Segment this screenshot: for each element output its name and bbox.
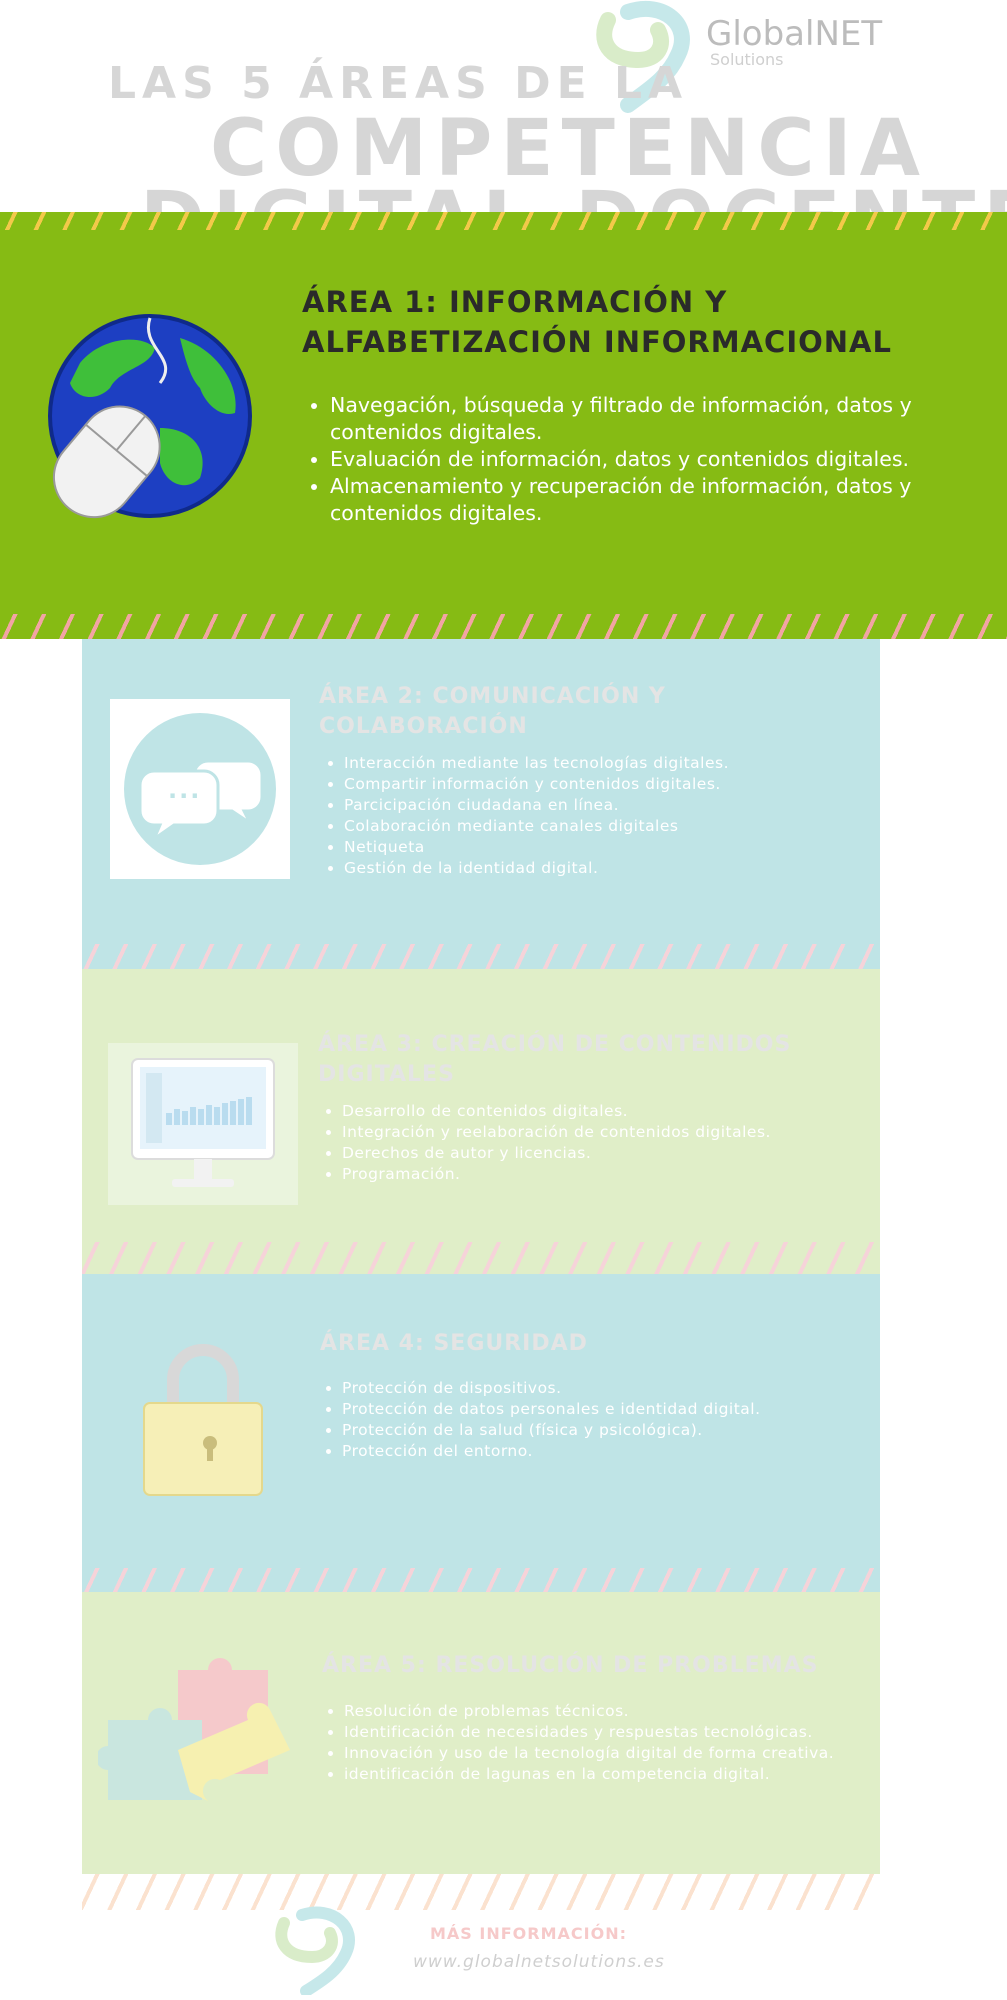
area2-icon-box — [110, 699, 290, 879]
area3-item: • Desarrollo de contenidos digitales. — [342, 1101, 858, 1122]
area3-list — [318, 1101, 858, 1185]
area5-item: • Resolución de problemas técnicos. — [344, 1701, 840, 1722]
area5-item: • Innovación y uso de la tecnología digital de forma creativa. — [344, 1743, 840, 1764]
area5-list — [320, 1701, 840, 1785]
padlock-icon — [138, 1335, 268, 1505]
logo-name: GlobalNET — [706, 14, 883, 54]
area3-item: • Integración y reelaboración de contenidos digitales. — [342, 1122, 858, 1143]
divider-stripes — [82, 1242, 880, 1274]
footer-title: MÁS INFORMACIÓN: — [430, 1924, 627, 1943]
divider-stripes — [82, 1568, 880, 1592]
computer-monitor-icon — [108, 1043, 298, 1205]
area2-title: ÁREA 2: COMUNICACIÓN Y COLABORACIÓN — [319, 684, 666, 739]
area4-title: ÁREA 4: SEGURIDAD — [320, 1331, 588, 1356]
area5-item: • Identificación de necesidades y respuestas tecnológicas. — [344, 1722, 840, 1743]
area3-title: ÁREA 3: CREACIÓN DE CONTENIDOS DIGITALES — [318, 1032, 792, 1087]
area1-list — [302, 392, 992, 527]
area1-item: • Evaluación de información, datos y contenidos digitales. — [330, 446, 992, 473]
puzzle-pieces-icon — [98, 1650, 308, 1820]
area2-item: • Netiqueta — [344, 837, 860, 858]
page-title-big: COMPETENCIA — [210, 104, 929, 194]
page-title-small: LAS 5 ÁREAS DE LA — [108, 58, 689, 109]
divider-stripes — [82, 1874, 880, 1910]
area1-title: ÁREA 1: INFORMACIÓN Y ALFABETIZACIÓN INFORMACIONAL — [302, 285, 892, 359]
area2-item: • Compartir información y contenidos digitales. — [344, 774, 860, 795]
area5-item: • identificación de lagunas en la competencia digital. — [344, 1764, 840, 1785]
area4-item: • Protección de la salud (física y psicológica). — [342, 1420, 858, 1441]
area1-item: • Almacenamiento y recuperación de información, datos y contenidos digitales. — [330, 473, 992, 527]
bottom-stripes — [0, 614, 1007, 639]
area3-icon-box — [108, 1043, 298, 1205]
area5-title: ÁREA 5: RESOLUCIÓN DE PROBLEMAS — [322, 1653, 819, 1678]
area3-item: • Programación. — [342, 1164, 858, 1185]
footer-url-link[interactable]: www.globalnetsolutions.es — [413, 1952, 665, 1972]
area4-item: • Protección del entorno. — [342, 1441, 858, 1462]
footer-logo-icon — [266, 1905, 386, 1995]
bubble-dots: ... — [168, 776, 202, 804]
header — [0, 0, 1007, 212]
area4-item: • Protección de datos personales e identidad digital. — [342, 1399, 858, 1420]
area4-list — [318, 1378, 858, 1462]
area2-item: • Gestión de la identidad digital. — [344, 858, 860, 879]
top-stripes — [0, 212, 1007, 230]
divider-stripes — [82, 944, 880, 969]
area2-list — [320, 753, 860, 879]
area4-item: • Protección de dispositivos. — [342, 1378, 858, 1399]
area2-item: • Colaboración mediante canales digitales — [344, 816, 860, 837]
area2-item: • Parcicipación ciudadana en línea. — [344, 795, 860, 816]
area3-item: • Derechos de autor y licencias. — [342, 1143, 858, 1164]
area1-item: • Navegación, búsqueda y filtrado de información, datos y contenidos digitales. — [330, 392, 992, 446]
globe-mouse-icon — [40, 308, 260, 528]
area2-item: • Interacción mediante las tecnologías digitales. — [344, 753, 860, 774]
logo-subtitle: Solutions — [710, 50, 784, 69]
